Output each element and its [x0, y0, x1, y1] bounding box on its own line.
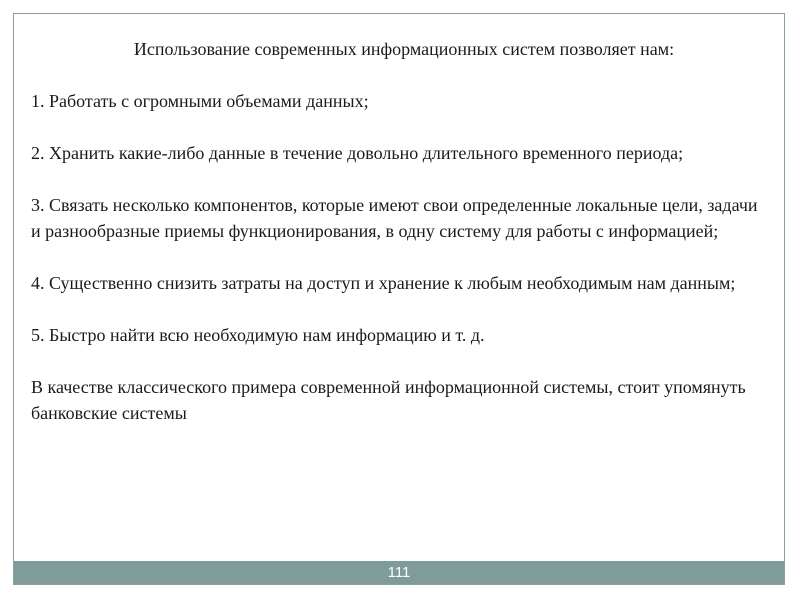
list-item-1: 1. Работать с огромными объемами данных; — [31, 91, 369, 111]
list-item-3: 3. Связать несколько компонентов, которые имеют свои определенные локальные цели, задачи и разнообразные приемы функционирования, в одну систему для работы с информацией; — [31, 195, 758, 241]
footer-bar — [14, 561, 784, 584]
list-item-5: 5. Быстро найти всю необходимую нам информацию и т. д. — [31, 325, 485, 345]
page-number: 111 — [387, 564, 411, 581]
slide-heading: Использование современных информационных систем позволяет нам: — [133, 39, 675, 59]
list-item-4: 4. Существенно снизить затраты на доступ и хранение к любым необходимым нам данным; — [31, 273, 736, 293]
slide-content — [31, 36, 771, 426]
list-item-2: 2. Хранить какие-либо данные в течение довольно длительного временного периода; — [31, 143, 684, 163]
slide-frame — [13, 13, 785, 585]
conclusion-text: В качестве классического примера современной информационной системы, стоит упомянуть банковские системы — [31, 377, 746, 423]
